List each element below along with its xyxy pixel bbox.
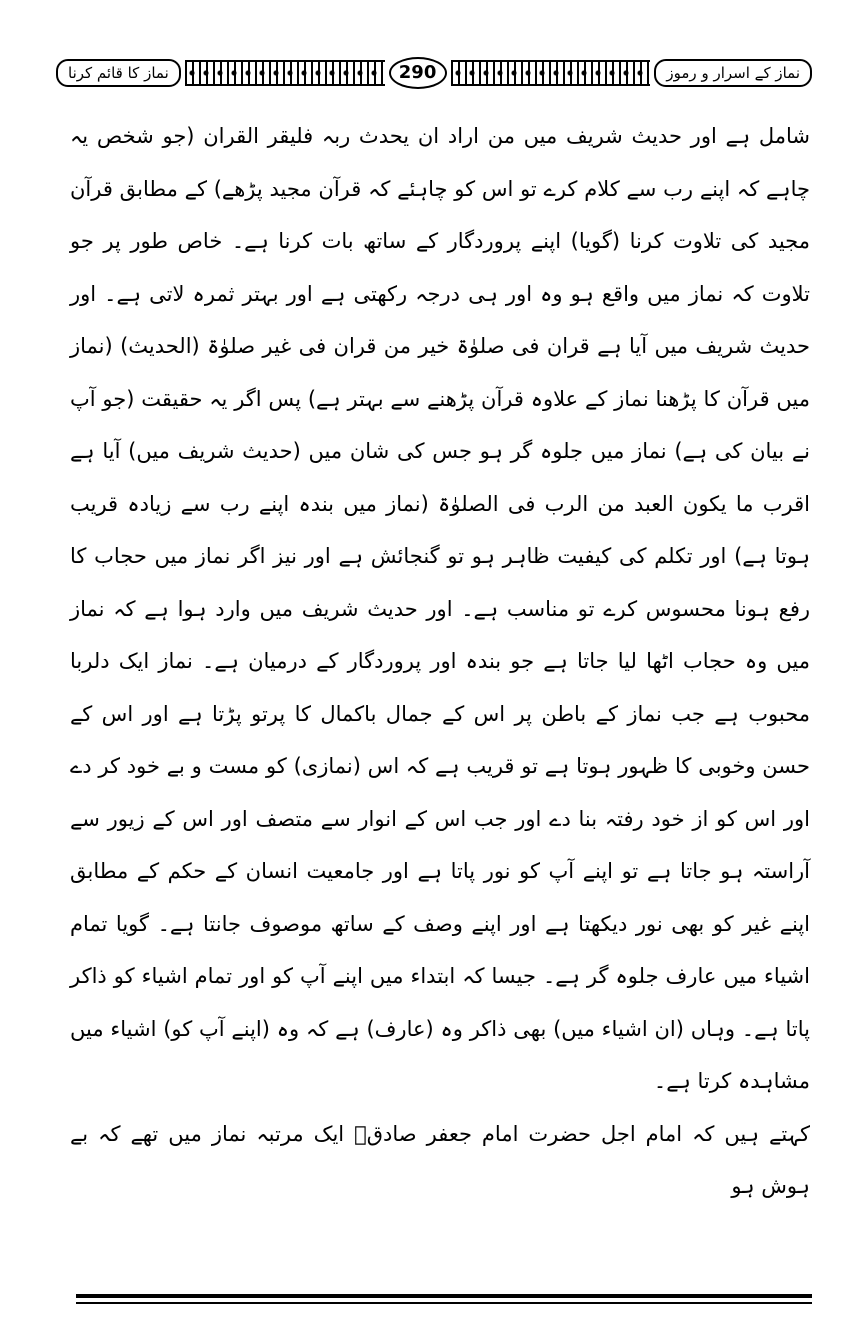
page-header: [56, 58, 812, 88]
paragraph-2: کہتے ہیں کہ امام اجل حضرت امام جعفر صادقؓ ایک مرتبہ نماز میں تھے کہ بے ہوش ہو: [70, 1121, 810, 1198]
right-header-label: نماز کے اسرار و رموز: [654, 59, 812, 87]
header-ornament-right: [451, 60, 651, 86]
paragraph-1: شامل ہے اور حدیث شریف میں من اراد ان یحدث ربہ فلیقر القران (جو شخص یہ چاہے کہ اپنے رب سے کلام کرے تو اس کو چاہئے کہ قرآن مجید پڑھے) کے مطابق قرآن مجید کی تلاوت کرنا (گویا) اپنے پروردگار کے ساتھ بات کرنا ہے۔ خاص طور پر جو تلاوت کہ نماز میں واقع ہو وہ اور ہی درجہ رکھتی ہے اور بہتر ثمرہ لاتی ہے۔ اور حدیث شریف میں آیا ہے قران فی صلوٰۃ خیر من قران فی غیر صلوٰۃ (الحدیث) (نماز میں قرآن کا پڑھنا نماز کے علاوہ قرآن پڑھنے سے بہتر ہے) پس اگر یہ حقیقت (جو آپ نے بیان کی ہے) نماز میں جلوہ گر ہو جس کی شان میں (حدیث شریف میں) آیا ہے اقرب ما یکون العبد من الرب فی الصلوٰۃ (نماز میں بندہ اپنے رب سے زیادہ قریب ہوتا ہے) اور تکلم کی کیفیت ظاہر ہو تو گنجائش ہے اور نیز اگر نماز میں حجاب کا رفع ہونا محسوس کرے تو مناسب ہے۔ اور حدیث شریف میں وارد ہوا ہے کہ نماز میں وہ حجاب اٹھا لیا جاتا ہے جو بندہ اور پروردگار کے درمیان ہے۔ نماز ایک دلربا محبوب ہے جب نماز کے باطن پر اس کے جمال باکمال کا پرتو پڑتا ہے اور اس کے حسن وخوبی کا ظہور ہوتا ہے تو قریب ہے کہ اس (نمازی) کو مست و بے خود کر دے اور اس کو از خود رفتہ بنا دے اور جب اس کے انوار سے متصف اور اس کے زیور سے آراستہ ہو جاتا ہے تو اپنے آپ کو نور پاتا ہے اور جامعیت انسان کے حکم کے مطابق اپنے غیر کو بھی نور دیکھتا ہے اور اپنے وصف کے ساتھ موصوف جانتا ہے۔ گویا تمام اشیاء میں عارف جلوہ گر ہے۔ جیسا کہ ابتداء میں اپنے آپ کو اور تمام اشیاء کو ذاکر پاتا ہے۔ وہاں (ان اشیاء میں) بھی ذاکر وہ (عارف) ہے کہ وہ (اپنے آپ کو) اشیاء میں مشاہدہ کرتا ہے۔: [70, 124, 810, 1093]
left-header-label: نماز کا قائم کرنا: [56, 59, 181, 87]
footer-rule-thick: [76, 1294, 812, 1298]
header-ornament-left: [185, 60, 385, 86]
footer-rule-thin: [76, 1302, 812, 1304]
page-body: [70, 110, 810, 1213]
page-number: 290: [389, 57, 447, 89]
